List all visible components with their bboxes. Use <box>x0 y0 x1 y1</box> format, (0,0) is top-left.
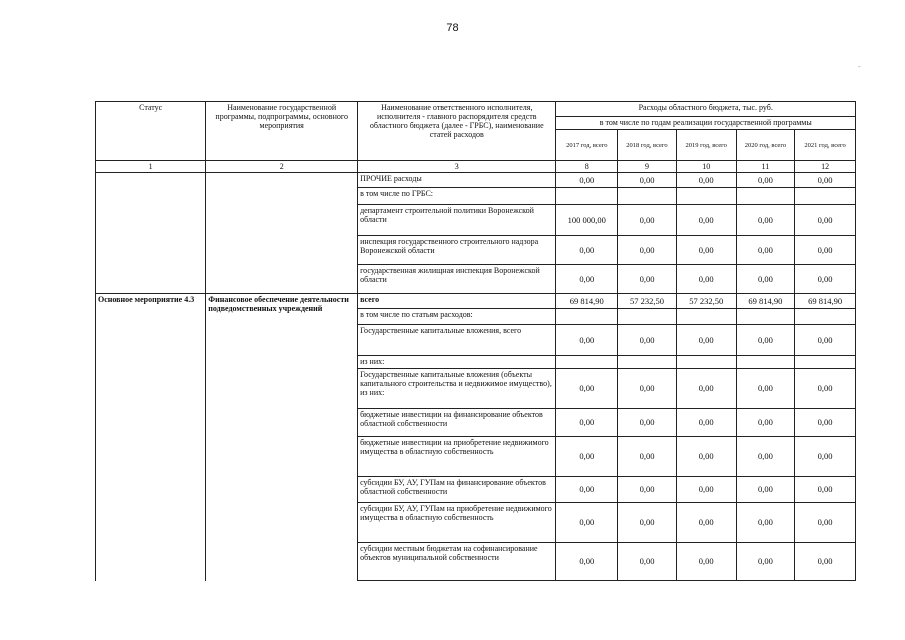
value-cell: 0,00 <box>676 325 736 356</box>
corner-mark: - <box>858 62 861 71</box>
header-year: 2019 год, всего <box>676 130 736 161</box>
table-row <box>96 294 856 309</box>
status-cell <box>96 173 206 294</box>
value-cell: 0,00 <box>736 543 795 581</box>
value-cell: 0,00 <box>676 236 736 265</box>
header-name: Наименование государственной программы, подпрограммы, основного мероприятия <box>206 102 358 161</box>
value-cell <box>556 356 618 369</box>
value-cell: 0,00 <box>556 477 618 503</box>
value-cell: 0,00 <box>676 265 736 294</box>
value-cell: 57 232,50 <box>618 294 677 309</box>
value-cell <box>795 309 856 325</box>
col-index: 9 <box>618 161 677 173</box>
value-cell: 0,00 <box>556 173 618 188</box>
block-name: Финансовое обеспечение деятельности подведомственных учреждений <box>206 294 358 581</box>
value-cell <box>795 188 856 205</box>
value-cell: 69 814,90 <box>736 294 795 309</box>
row-label: департамент строительной политики Воронежской области <box>358 205 556 236</box>
page-number: 78 <box>446 22 459 34</box>
value-cell: 0,00 <box>736 369 795 409</box>
value-cell: 57 232,50 <box>676 294 736 309</box>
value-cell: 0,00 <box>736 325 795 356</box>
value-cell: 0,00 <box>618 325 677 356</box>
row-label: в том числе по ГРБС: <box>358 188 556 205</box>
col-index: 3 <box>358 161 556 173</box>
value-cell <box>618 188 677 205</box>
row-label: бюджетные инвестиции на приобретение недвижимого имущества в областную собственность <box>358 437 556 477</box>
value-cell: 0,00 <box>556 325 618 356</box>
header-year: 2018 год, всего <box>618 130 677 161</box>
value-cell <box>556 309 618 325</box>
row-label: субсидии БУ, АУ, ГУПам на финансирование объектов областной собственности <box>358 477 556 503</box>
value-cell: 0,00 <box>736 265 795 294</box>
header-by-years: в том числе по годам реализации государственной программы <box>556 117 856 130</box>
value-cell: 0,00 <box>795 437 856 477</box>
value-cell: 0,00 <box>556 265 618 294</box>
col-index: 12 <box>795 161 856 173</box>
value-cell <box>618 309 677 325</box>
header-executor: Наименование ответственного исполнителя, исполнителя - главного распорядителя средств областного бюджета (далее - ГРБС), наименование статей расходов <box>358 102 556 161</box>
value-cell: 0,00 <box>795 325 856 356</box>
value-cell <box>736 188 795 205</box>
value-cell: 0,00 <box>795 265 856 294</box>
value-cell: 0,00 <box>736 503 795 543</box>
value-cell: 0,00 <box>556 409 618 437</box>
value-cell <box>618 356 677 369</box>
value-cell: 0,00 <box>556 437 618 477</box>
value-cell: 0,00 <box>795 409 856 437</box>
value-cell: 0,00 <box>795 173 856 188</box>
row-label: из них: <box>358 356 556 369</box>
value-cell: 0,00 <box>618 409 677 437</box>
value-cell: 0,00 <box>795 205 856 236</box>
name-cell <box>206 173 358 294</box>
row-label: субсидии БУ, АУ, ГУПам на приобретение недвижимого имущества в областную собственность <box>358 503 556 543</box>
value-cell <box>676 309 736 325</box>
col-index: 1 <box>96 161 206 173</box>
value-cell: 0,00 <box>618 236 677 265</box>
value-cell: 0,00 <box>795 503 856 543</box>
value-cell: 0,00 <box>676 369 736 409</box>
header-status: Статус <box>96 102 206 161</box>
table-row <box>96 173 856 188</box>
value-cell: 0,00 <box>618 369 677 409</box>
value-cell <box>736 356 795 369</box>
value-cell: 0,00 <box>618 173 677 188</box>
col-index: 11 <box>736 161 795 173</box>
header-year: 2017 год, всего <box>556 130 618 161</box>
value-cell: 0,00 <box>736 477 795 503</box>
col-index: 2 <box>206 161 358 173</box>
row-label: Государственные капитальные вложения (объекты капитального строительства и недвижимое имущество), из них: <box>358 369 556 409</box>
value-cell: 0,00 <box>676 437 736 477</box>
value-cell: 0,00 <box>556 543 618 581</box>
value-cell: 0,00 <box>618 477 677 503</box>
value-cell <box>676 188 736 205</box>
value-cell: 100 000,00 <box>556 205 618 236</box>
value-cell: 0,00 <box>618 265 677 294</box>
value-cell: 0,00 <box>556 503 618 543</box>
value-cell: 69 814,90 <box>556 294 618 309</box>
value-cell: 0,00 <box>736 173 795 188</box>
value-cell: 0,00 <box>795 369 856 409</box>
value-cell: 0,00 <box>795 236 856 265</box>
row-label: Государственные капитальные вложения, всего <box>358 325 556 356</box>
value-cell: 0,00 <box>676 543 736 581</box>
row-label: субсидии местным бюджетам на софинансирование объектов муниципальной собственности <box>358 543 556 581</box>
header-year: 2020 год, всего <box>736 130 795 161</box>
budget-table <box>95 101 856 581</box>
value-cell: 0,00 <box>676 503 736 543</box>
col-index: 10 <box>676 161 736 173</box>
value-cell: 0,00 <box>736 437 795 477</box>
row-label: ПРОЧИЕ расходы <box>358 173 556 188</box>
value-cell: 69 814,90 <box>795 294 856 309</box>
block-status: Основное мероприятие 4.3 <box>96 294 206 581</box>
value-cell: 0,00 <box>618 205 677 236</box>
value-cell: 0,00 <box>676 477 736 503</box>
value-cell: 0,00 <box>556 369 618 409</box>
row-label: в том числе по статьям расходов: <box>358 309 556 325</box>
value-cell: 0,00 <box>795 543 856 581</box>
row-label: государственная жилищная инспекция Воронежской области <box>358 265 556 294</box>
value-cell: 0,00 <box>556 236 618 265</box>
value-cell: 0,00 <box>676 409 736 437</box>
value-cell: 0,00 <box>676 173 736 188</box>
value-cell: 0,00 <box>618 543 677 581</box>
row-label: бюджетные инвестиции на финансирование объектов областной собственности <box>358 409 556 437</box>
value-cell: 0,00 <box>736 236 795 265</box>
value-cell: 0,00 <box>795 477 856 503</box>
value-cell: 0,00 <box>736 409 795 437</box>
value-cell <box>795 356 856 369</box>
value-cell: 0,00 <box>618 503 677 543</box>
value-cell: 0,00 <box>618 437 677 477</box>
value-cell <box>736 309 795 325</box>
header-year: 2021 год, всего <box>795 130 856 161</box>
row-label: инспекция государственного строительного надзора Воронежской области <box>358 236 556 265</box>
row-label: всего <box>358 294 556 309</box>
value-cell: 0,00 <box>676 205 736 236</box>
value-cell: 0,00 <box>736 205 795 236</box>
col-index: 8 <box>556 161 618 173</box>
header-expenses: Расходы областного бюджета, тыс. руб. <box>556 102 856 117</box>
value-cell <box>676 356 736 369</box>
value-cell <box>556 188 618 205</box>
